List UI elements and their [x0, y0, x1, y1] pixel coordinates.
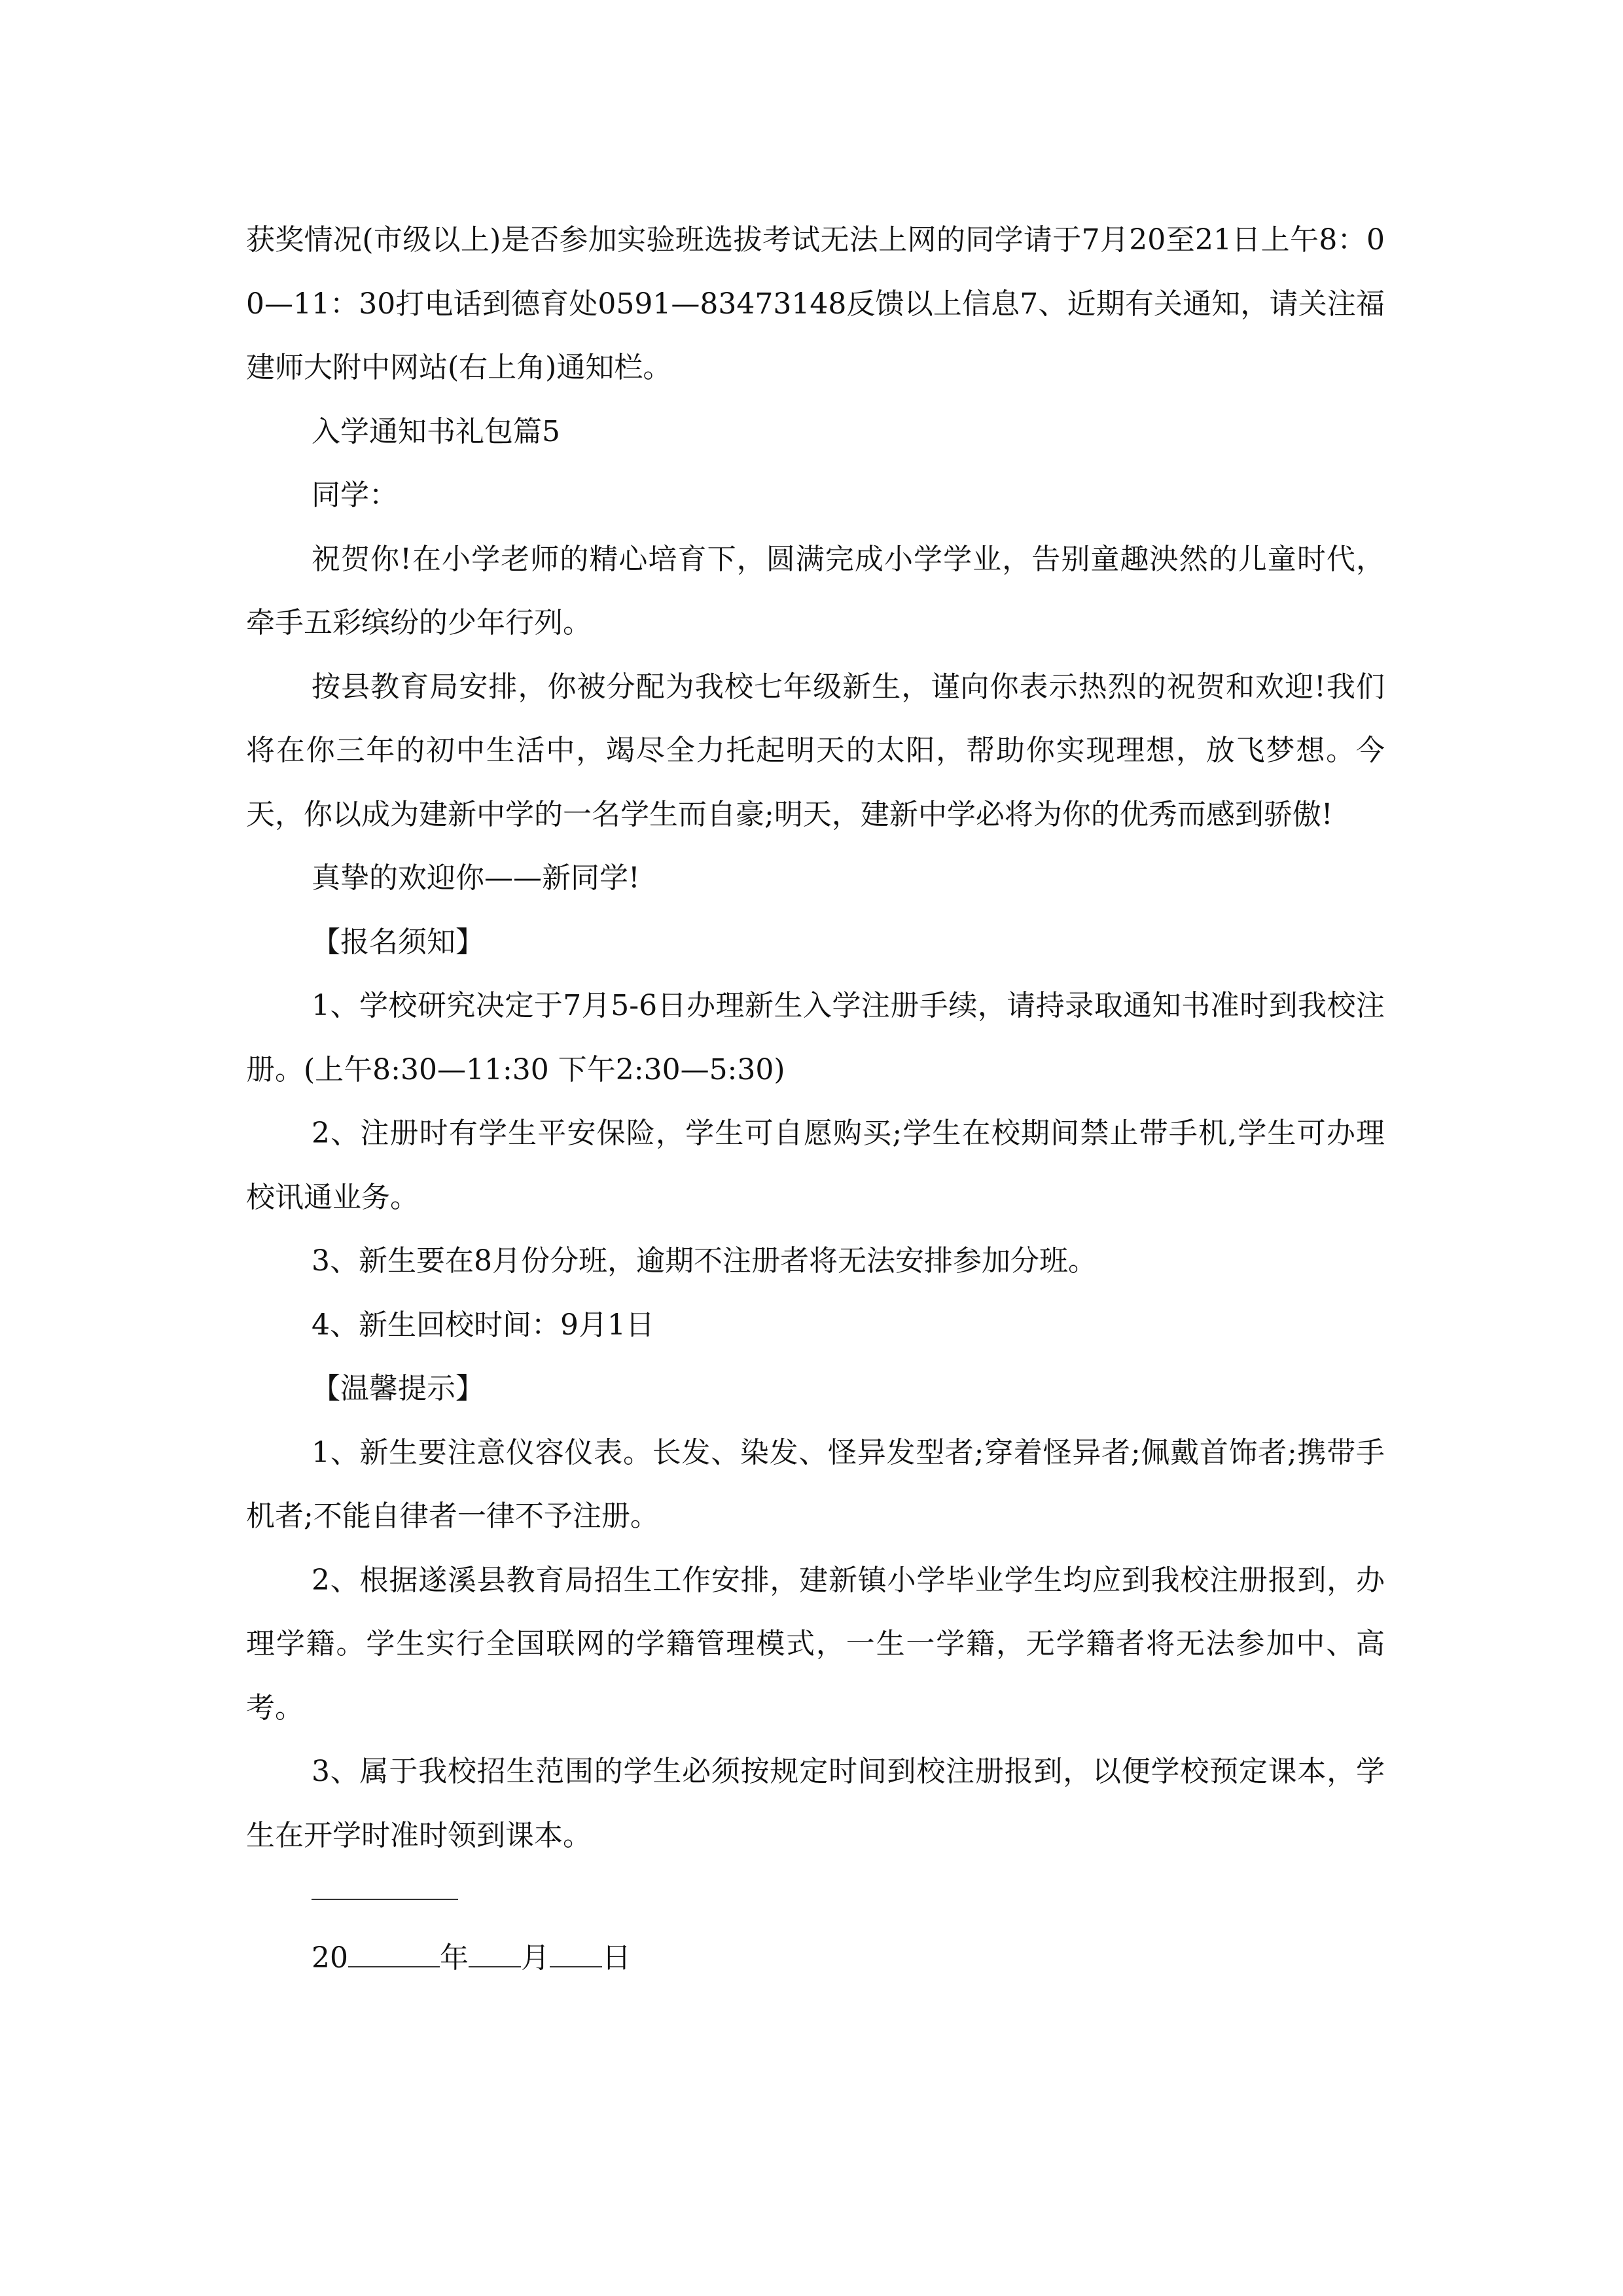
signature-line	[312, 1899, 458, 1900]
paragraph: 4、新生回校时间：9月1日	[312, 1308, 654, 1342]
paragraph: 1、新生要注意仪容仪表。长发、染发、怪异发型者;穿着怪异者;佩戴首饰者;携带手机者;不能自律者一律不予注册。	[246, 1435, 1385, 1533]
paragraph: 【温馨提示】	[312, 1372, 484, 1405]
year-label: 年	[440, 1941, 469, 1975]
paragraph: 入学通知书礼包篇5	[312, 414, 560, 448]
paragraph: 2、注册时有学生平安保险，学生可自愿购买;学生在校期间禁止带手机,学生可办理校讯通业务。	[246, 1117, 1385, 1214]
year-blank	[348, 1940, 440, 1967]
date-prefix: 20	[312, 1941, 348, 1975]
month-blank	[469, 1940, 521, 1967]
paragraph: 获奖情况(市级以上)是否参加实验班选拔考试无法上网的同学请于7月20至21日上午8：00—11：30打电话到德育处0591—83473148反馈以上信息7、近期有关通知，请关注福建师大附中网站(右上角)通知栏。	[246, 223, 1385, 384]
paragraph: 3、属于我校招生范围的学生必须按规定时间到校注册报到，以便学校预定课本，学生在开学时准时领到课本。	[246, 1755, 1385, 1852]
document-page	[246, 208, 1385, 1990]
day-blank	[550, 1940, 602, 1967]
paragraph: 3、新生要在8月份分班，逾期不注册者将无法安排参加分班。	[312, 1244, 1097, 1278]
paragraph: 真挚的欢迎你——新同学!	[312, 861, 640, 895]
paragraph: 按县教育局安排，你被分配为我校七年级新生，谨向你表示热烈的祝贺和欢迎!我们将在你三年的初中生活中，竭尽全力托起明天的太阳，帮助你实现理想，放飞梦想。今天，你以成为建新中学的一名学生而自豪;明天，建新中学必将为你的优秀而感到骄傲!	[246, 670, 1385, 831]
paragraph: 2、根据遂溪县教育局招生工作安排，建新镇小学毕业学生均应到我校注册报到，办理学籍。学生实行全国联网的学籍管理模式，一生一学籍，无学籍者将无法参加中、高考。	[246, 1563, 1385, 1725]
paragraph: 祝贺你!在小学老师的精心培育下，圆满完成小学学业，告别童趣泱然的儿童时代，牵手五彩缤纷的少年行列。	[246, 542, 1385, 639]
paragraph: 同学：	[312, 478, 398, 512]
month-label: 月	[521, 1941, 550, 1975]
date-line	[246, 1926, 1385, 1990]
paragraph: 【报名须知】	[312, 925, 484, 959]
document-body	[246, 208, 1385, 1867]
day-label: 日	[602, 1941, 631, 1975]
paragraph: 1、学校研究决定于7月5-6日办理新生入学注册手续，请持录取通知书准时到我校注册。(上午8:30—11:30 下午2:30—5:30)	[246, 989, 1385, 1086]
